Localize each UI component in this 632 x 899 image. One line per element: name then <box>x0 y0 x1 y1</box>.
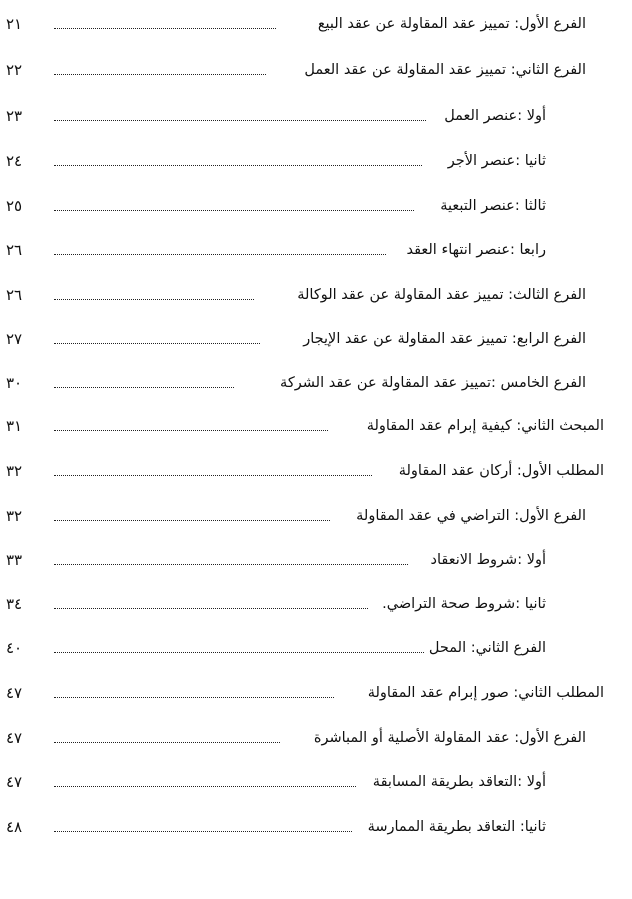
toc-entry-page: ٢٥ <box>6 197 23 215</box>
toc-entry-page: ٣٢ <box>6 507 23 525</box>
toc-entry-page: ٣١ <box>6 417 23 435</box>
toc-entry-title: الفرع الثاني: المحل <box>428 640 546 656</box>
toc-entry-title: ثانيا: التعاقد بطريقة الممارسة <box>367 819 546 835</box>
toc-entry <box>0 459 632 483</box>
toc-entry-title: الفرع الأول: عقد المقاولة الأصلية أو المباشرة <box>313 730 586 746</box>
leader-dots <box>54 430 328 431</box>
toc-entry <box>0 371 632 395</box>
toc-entry-title: الفرع الرابع: تمييز عقد المقاولة عن عقد الإيجار <box>303 331 586 347</box>
toc-entry-title: ثانيا :شروط صحة التراضي. <box>382 596 546 612</box>
leader-dots <box>54 652 424 653</box>
toc-entry-page: ٤٧ <box>6 773 23 791</box>
leader-dots <box>54 387 234 388</box>
leader-dots <box>54 520 330 521</box>
toc-entry <box>0 194 632 218</box>
leader-dots <box>54 74 266 75</box>
leader-dots <box>54 786 356 787</box>
toc-entry-page: ٣٠ <box>6 374 23 392</box>
toc-entry-page: ٢٦ <box>6 241 23 259</box>
leader-dots <box>54 165 422 166</box>
leader-dots <box>54 28 276 29</box>
leader-dots <box>54 697 334 698</box>
toc-entry <box>0 726 632 750</box>
toc-entry-title: رابعا :عنصر انتهاء العقد <box>406 242 546 258</box>
toc-entry-page: ٣٣ <box>6 551 23 569</box>
toc-entry-page: ٢٧ <box>6 330 23 348</box>
toc-entry <box>0 592 632 616</box>
toc-entry-title: المطلب الأول: أركان عقد المقاولة <box>398 463 604 479</box>
toc-entry <box>0 12 632 36</box>
toc-entry <box>0 238 632 262</box>
toc-entry-page: ٤٠ <box>6 639 23 657</box>
toc-entry-page: ٢٤ <box>6 152 23 170</box>
toc-entry <box>0 58 632 82</box>
leader-dots <box>54 564 408 565</box>
leader-dots <box>54 343 260 344</box>
toc-entry <box>0 504 632 528</box>
toc-entry-title: الفرع الأول: تمييز عقد المقاولة عن عقد البيع <box>317 16 586 32</box>
toc-entry-title: ثانيا :عنصر الأجر <box>447 153 546 169</box>
leader-dots <box>54 475 372 476</box>
toc-entry-title: الفرع الثاني: تمييز عقد المقاولة عن عقد العمل <box>304 62 586 78</box>
leader-dots <box>54 210 414 211</box>
toc-entry <box>0 636 632 660</box>
toc-entry-title: الفرع الثالث: تمييز عقد المقاولة عن عقد الوكالة <box>297 287 586 303</box>
toc-entry <box>0 327 632 351</box>
toc-entry-title: الفرع الأول: التراضي في عقد المقاولة <box>356 508 586 524</box>
toc-entry-page: ٤٧ <box>6 684 23 702</box>
toc-entry-title: الفرع الخامس :تمييز عقد المقاولة عن عقد الشركة <box>280 375 586 391</box>
toc-entry <box>0 815 632 839</box>
leader-dots <box>54 831 352 832</box>
toc-entry-page: ٤٧ <box>6 729 23 747</box>
toc-entry-page: ٤٨ <box>6 818 23 836</box>
toc-entry-page: ٢١ <box>6 15 23 33</box>
leader-dots <box>54 742 280 743</box>
toc-entry-page: ٣٤ <box>6 595 23 613</box>
toc-entry-page: ٢٢ <box>6 61 23 79</box>
toc-entry <box>0 548 632 572</box>
toc-entry <box>0 104 632 128</box>
toc-entry-title: أولا :التعاقد بطريقة المسابقة <box>372 774 546 790</box>
toc-entry-title: أولا :شروط الانعقاد <box>430 552 546 568</box>
toc-entry-title: المطلب الثاني: صور إبرام عقد المقاولة <box>367 685 604 701</box>
leader-dots <box>54 299 254 300</box>
leader-dots <box>54 254 386 255</box>
toc-entry-title: ثالثا :عنصر التبعية <box>440 198 546 214</box>
toc-entry-page: ٢٣ <box>6 107 23 125</box>
toc-entry <box>0 283 632 307</box>
toc-entry-page: ٢٦ <box>6 286 23 304</box>
leader-dots <box>54 120 426 121</box>
leader-dots <box>54 608 368 609</box>
toc-entry <box>0 681 632 705</box>
toc-entry <box>0 414 632 438</box>
toc-entry-page: ٣٢ <box>6 462 23 480</box>
toc-entry <box>0 770 632 794</box>
toc-entry-title: المبحث الثاني: كيفية إبرام عقد المقاولة <box>366 418 604 434</box>
toc-entry <box>0 149 632 173</box>
toc-entry-title: أولا :عنصر العمل <box>444 108 546 124</box>
